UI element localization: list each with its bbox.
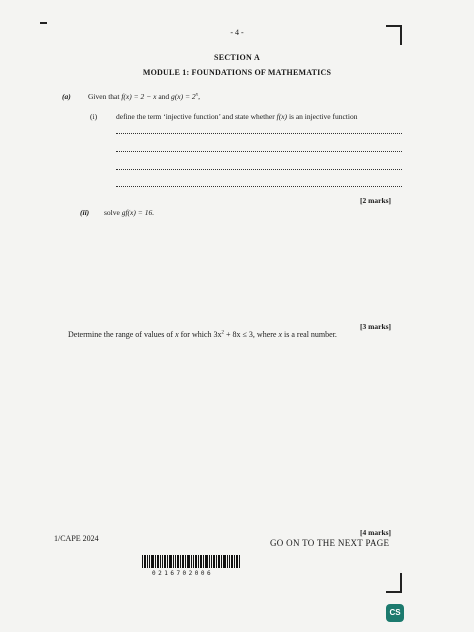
sub-question-i-marks: [2 marks] — [360, 196, 392, 205]
given-statement: Given that f(x) = 2 − x and $g(x) = 2^x$, — [88, 92, 201, 101]
answer-line-4[interactable] — [116, 186, 402, 187]
sub-question-i-label: (i) — [90, 112, 98, 121]
answer-line-3[interactable] — [116, 169, 402, 170]
exam-code: 1/CAPE 2024 — [54, 534, 99, 543]
sub-question-ii-label: (ii) — [80, 208, 90, 217]
part-b-question: Determine the range of values of x for which $3x^2 + 8x \le 3$, where x is a real number. — [68, 330, 337, 339]
corner-mark-bottom-right — [386, 573, 402, 593]
corner-mark-top-left — [40, 22, 47, 24]
answer-line-2[interactable] — [116, 151, 402, 152]
answer-line-1[interactable] — [116, 133, 402, 134]
cs-badge-icon[interactable]: CS — [386, 604, 404, 622]
part-b-marks: [4 marks] — [360, 528, 392, 537]
sub-question-i-text: define the term ‘injective function’ and state whether f(x) is an injective function — [116, 112, 358, 121]
barcode-number: 0216702006 — [152, 570, 214, 577]
sub-question-ii-marks: [3 marks] — [360, 322, 392, 331]
part-a-label: (a) — [62, 92, 71, 101]
sub-question-ii-text: solve gf(x) = 16. — [104, 208, 155, 217]
module-title: MODULE 1: FOUNDATIONS OF MATHEMATICS — [142, 68, 332, 77]
next-page-notice: GO ON TO THE NEXT PAGE — [270, 538, 390, 548]
barcode-icon — [142, 555, 240, 571]
section-title: SECTION A — [213, 53, 261, 62]
page-number: - 4 - — [230, 28, 244, 37]
